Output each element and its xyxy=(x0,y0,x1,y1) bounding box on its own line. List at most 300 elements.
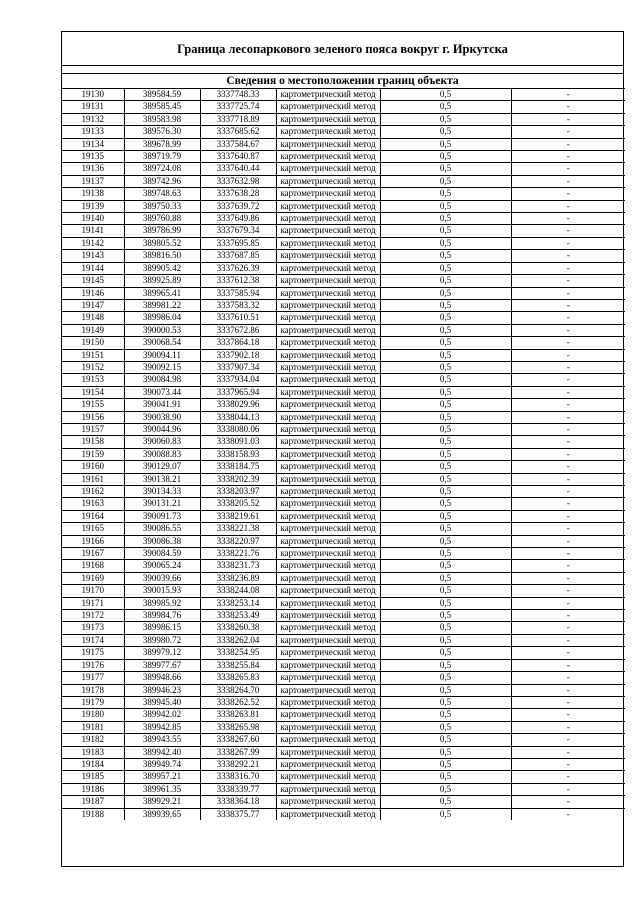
x-coordinate-cell: 389724.08 xyxy=(124,163,200,175)
table-row xyxy=(62,461,625,473)
table-row xyxy=(62,523,625,535)
method-cell: картометрический метод xyxy=(276,101,380,113)
y-coordinate-cell: 3338244.08 xyxy=(200,585,276,597)
y-coordinate-cell: 3338265.98 xyxy=(200,721,276,733)
y-coordinate-cell: 3338267.99 xyxy=(200,746,276,758)
x-coordinate-cell: 389929.21 xyxy=(124,796,200,808)
point-number-cell: 19182 xyxy=(62,734,124,746)
description-cell: - xyxy=(511,151,625,163)
precision-cell: 0,5 xyxy=(380,151,511,163)
table-row xyxy=(62,361,625,373)
y-coordinate-cell: 3337672.86 xyxy=(200,324,276,336)
point-number-cell: 19180 xyxy=(62,709,124,721)
y-coordinate-cell: 3337640.87 xyxy=(200,151,276,163)
table-row xyxy=(62,486,625,498)
y-coordinate-cell: 3337639.72 xyxy=(200,200,276,212)
description-cell: - xyxy=(511,498,625,510)
method-cell: картометрический метод xyxy=(276,213,380,225)
method-cell: картометрический метод xyxy=(276,473,380,485)
point-number-cell: 19176 xyxy=(62,659,124,671)
y-coordinate-cell: 3338029.96 xyxy=(200,399,276,411)
precision-cell: 0,5 xyxy=(380,672,511,684)
precision-cell: 0,5 xyxy=(380,423,511,435)
x-coordinate-cell: 389945.40 xyxy=(124,696,200,708)
table-row xyxy=(62,734,625,746)
y-coordinate-cell: 3337640.44 xyxy=(200,163,276,175)
description-cell: - xyxy=(511,721,625,733)
y-coordinate-cell: 3338254.95 xyxy=(200,647,276,659)
table-row xyxy=(62,622,625,634)
point-number-cell: 19134 xyxy=(62,138,124,150)
method-cell: картометрический метод xyxy=(276,151,380,163)
point-number-cell: 19154 xyxy=(62,386,124,398)
description-cell: - xyxy=(511,634,625,646)
table-row xyxy=(62,548,625,560)
precision-cell: 0,5 xyxy=(380,473,511,485)
point-number-cell: 19140 xyxy=(62,213,124,225)
description-cell: - xyxy=(511,572,625,584)
coordinates-table xyxy=(62,88,625,820)
x-coordinate-cell: 389583.98 xyxy=(124,113,200,125)
point-number-cell: 19183 xyxy=(62,746,124,758)
table-row xyxy=(62,213,625,225)
precision-cell: 0,5 xyxy=(380,585,511,597)
table-row xyxy=(62,758,625,770)
x-coordinate-cell: 389760.88 xyxy=(124,213,200,225)
x-coordinate-cell: 390134.33 xyxy=(124,486,200,498)
method-cell: картометрический метод xyxy=(276,808,380,820)
table-row xyxy=(62,647,625,659)
method-cell: картометрический метод xyxy=(276,647,380,659)
coordinates-table-body xyxy=(62,89,625,821)
description-cell: - xyxy=(511,374,625,386)
point-number-cell: 19157 xyxy=(62,423,124,435)
precision-cell: 0,5 xyxy=(380,89,511,101)
description-cell: - xyxy=(511,672,625,684)
precision-cell: 0,5 xyxy=(380,200,511,212)
y-coordinate-cell: 3337687.85 xyxy=(200,250,276,262)
precision-cell: 0,5 xyxy=(380,758,511,770)
x-coordinate-cell: 390086.38 xyxy=(124,535,200,547)
description-cell: - xyxy=(511,597,625,609)
precision-cell: 0,5 xyxy=(380,634,511,646)
precision-cell: 0,5 xyxy=(380,287,511,299)
x-coordinate-cell: 390091.73 xyxy=(124,510,200,522)
precision-cell: 0,5 xyxy=(380,560,511,572)
description-cell: - xyxy=(511,560,625,572)
y-coordinate-cell: 3338158.93 xyxy=(200,448,276,460)
table-row xyxy=(62,684,625,696)
description-cell: - xyxy=(511,461,625,473)
method-cell: картометрический метод xyxy=(276,734,380,746)
method-cell: картометрический метод xyxy=(276,113,380,125)
y-coordinate-cell: 3338264.70 xyxy=(200,684,276,696)
y-coordinate-cell: 3338263.81 xyxy=(200,709,276,721)
method-cell: картометрический метод xyxy=(276,709,380,721)
table-row xyxy=(62,808,625,820)
y-coordinate-cell: 3338262.04 xyxy=(200,634,276,646)
x-coordinate-cell: 390088.83 xyxy=(124,448,200,460)
table-row xyxy=(62,151,625,163)
method-cell: картометрический метод xyxy=(276,448,380,460)
x-coordinate-cell: 390092.15 xyxy=(124,361,200,373)
method-cell: картометрический метод xyxy=(276,696,380,708)
method-cell: картометрический метод xyxy=(276,138,380,150)
point-number-cell: 19170 xyxy=(62,585,124,597)
precision-cell: 0,5 xyxy=(380,213,511,225)
x-coordinate-cell: 389905.42 xyxy=(124,262,200,274)
point-number-cell: 19153 xyxy=(62,374,124,386)
method-cell: картометрический метод xyxy=(276,746,380,758)
point-number-cell: 19156 xyxy=(62,411,124,423)
table-row xyxy=(62,709,625,721)
point-number-cell: 19145 xyxy=(62,275,124,287)
table-row xyxy=(62,200,625,212)
y-coordinate-cell: 3338267.60 xyxy=(200,734,276,746)
table-row xyxy=(62,337,625,349)
x-coordinate-cell: 389942.85 xyxy=(124,721,200,733)
precision-cell: 0,5 xyxy=(380,498,511,510)
method-cell: картометрический метод xyxy=(276,610,380,622)
x-coordinate-cell: 390086.55 xyxy=(124,523,200,535)
precision-cell: 0,5 xyxy=(380,386,511,398)
y-coordinate-cell: 3338221.76 xyxy=(200,548,276,560)
method-cell: картометрический метод xyxy=(276,163,380,175)
precision-cell: 0,5 xyxy=(380,548,511,560)
method-cell: картометрический метод xyxy=(276,312,380,324)
x-coordinate-cell: 389948.66 xyxy=(124,672,200,684)
precision-cell: 0,5 xyxy=(380,746,511,758)
y-coordinate-cell: 3338265.83 xyxy=(200,672,276,684)
y-coordinate-cell: 3337638.28 xyxy=(200,188,276,200)
method-cell: картометрический метод xyxy=(276,175,380,187)
y-coordinate-cell: 3338262.52 xyxy=(200,696,276,708)
precision-cell: 0,5 xyxy=(380,684,511,696)
table-row xyxy=(62,349,625,361)
point-number-cell: 19185 xyxy=(62,771,124,783)
point-number-cell: 19168 xyxy=(62,560,124,572)
point-number-cell: 19165 xyxy=(62,523,124,535)
precision-cell: 0,5 xyxy=(380,262,511,274)
table-row xyxy=(62,399,625,411)
table-row xyxy=(62,411,625,423)
x-coordinate-cell: 389748.63 xyxy=(124,188,200,200)
x-coordinate-cell: 390138.21 xyxy=(124,473,200,485)
precision-cell: 0,5 xyxy=(380,175,511,187)
method-cell: картометрический метод xyxy=(276,89,380,101)
method-cell: картометрический метод xyxy=(276,510,380,522)
method-cell: картометрический метод xyxy=(276,188,380,200)
point-number-cell: 19167 xyxy=(62,548,124,560)
precision-cell: 0,5 xyxy=(380,101,511,113)
x-coordinate-cell: 389985.92 xyxy=(124,597,200,609)
point-number-cell: 19179 xyxy=(62,696,124,708)
table-row xyxy=(62,560,625,572)
table-row xyxy=(62,101,625,113)
section-subtitle: Сведения о местоположении границ объекта xyxy=(226,75,459,87)
y-coordinate-cell: 3337679.34 xyxy=(200,225,276,237)
x-coordinate-cell: 389942.40 xyxy=(124,746,200,758)
precision-cell: 0,5 xyxy=(380,771,511,783)
table-row xyxy=(62,572,625,584)
table-row xyxy=(62,287,625,299)
point-number-cell: 19160 xyxy=(62,461,124,473)
table-row xyxy=(62,597,625,609)
x-coordinate-cell: 390084.98 xyxy=(124,374,200,386)
point-number-cell: 19158 xyxy=(62,436,124,448)
table-row xyxy=(62,113,625,125)
table-row xyxy=(62,473,625,485)
description-cell: - xyxy=(511,510,625,522)
y-coordinate-cell: 3338292.21 xyxy=(200,758,276,770)
table-row xyxy=(62,796,625,808)
description-cell: - xyxy=(511,126,625,138)
description-cell: - xyxy=(511,113,625,125)
table-row xyxy=(62,324,625,336)
y-coordinate-cell: 3338253.14 xyxy=(200,597,276,609)
description-cell: - xyxy=(511,659,625,671)
description-cell: - xyxy=(511,771,625,783)
x-coordinate-cell: 389946.23 xyxy=(124,684,200,696)
point-number-cell: 19177 xyxy=(62,672,124,684)
table-row xyxy=(62,262,625,274)
point-number-cell: 19139 xyxy=(62,200,124,212)
x-coordinate-cell: 390044.96 xyxy=(124,423,200,435)
table-row xyxy=(62,672,625,684)
point-number-cell: 19186 xyxy=(62,783,124,795)
precision-cell: 0,5 xyxy=(380,126,511,138)
y-coordinate-cell: 3337685.62 xyxy=(200,126,276,138)
description-cell: - xyxy=(511,225,625,237)
description-cell: - xyxy=(511,237,625,249)
table-row xyxy=(62,89,625,101)
table-row xyxy=(62,535,625,547)
precision-cell: 0,5 xyxy=(380,647,511,659)
description-cell: - xyxy=(511,163,625,175)
x-coordinate-cell: 389986.04 xyxy=(124,312,200,324)
description-cell: - xyxy=(511,746,625,758)
table-row xyxy=(62,250,625,262)
precision-cell: 0,5 xyxy=(380,461,511,473)
point-number-cell: 19155 xyxy=(62,399,124,411)
x-coordinate-cell: 390094.11 xyxy=(124,349,200,361)
method-cell: картометрический метод xyxy=(276,237,380,249)
document-frame xyxy=(61,31,624,867)
precision-cell: 0,5 xyxy=(380,275,511,287)
y-coordinate-cell: 3338219.61 xyxy=(200,510,276,522)
description-cell: - xyxy=(511,138,625,150)
description-cell: - xyxy=(511,101,625,113)
x-coordinate-cell: 389805.52 xyxy=(124,237,200,249)
precision-cell: 0,5 xyxy=(380,250,511,262)
precision-cell: 0,5 xyxy=(380,610,511,622)
y-coordinate-cell: 3337632.98 xyxy=(200,175,276,187)
method-cell: картометрический метод xyxy=(276,349,380,361)
method-cell: картометрический метод xyxy=(276,684,380,696)
point-number-cell: 19188 xyxy=(62,808,124,820)
description-cell: - xyxy=(511,758,625,770)
y-coordinate-cell: 3338202.39 xyxy=(200,473,276,485)
y-coordinate-cell: 3337583.32 xyxy=(200,299,276,311)
method-cell: картометрический метод xyxy=(276,535,380,547)
method-cell: картометрический метод xyxy=(276,796,380,808)
x-coordinate-cell: 389977.67 xyxy=(124,659,200,671)
x-coordinate-cell: 390060.83 xyxy=(124,436,200,448)
point-number-cell: 19142 xyxy=(62,237,124,249)
method-cell: картометрический метод xyxy=(276,436,380,448)
description-cell: - xyxy=(511,783,625,795)
y-coordinate-cell: 3338375.77 xyxy=(200,808,276,820)
precision-cell: 0,5 xyxy=(380,113,511,125)
x-coordinate-cell: 389585.45 xyxy=(124,101,200,113)
point-number-cell: 19137 xyxy=(62,175,124,187)
description-cell: - xyxy=(511,188,625,200)
y-coordinate-cell: 3338184.75 xyxy=(200,461,276,473)
description-cell: - xyxy=(511,399,625,411)
x-coordinate-cell: 390000.53 xyxy=(124,324,200,336)
description-cell: - xyxy=(511,585,625,597)
point-number-cell: 19161 xyxy=(62,473,124,485)
point-number-cell: 19184 xyxy=(62,758,124,770)
y-coordinate-cell: 3338044.13 xyxy=(200,411,276,423)
y-coordinate-cell: 3337864.18 xyxy=(200,337,276,349)
method-cell: картометрический метод xyxy=(276,287,380,299)
table-row xyxy=(62,498,625,510)
point-number-cell: 19173 xyxy=(62,622,124,634)
precision-cell: 0,5 xyxy=(380,535,511,547)
precision-cell: 0,5 xyxy=(380,374,511,386)
method-cell: картометрический метод xyxy=(276,560,380,572)
point-number-cell: 19171 xyxy=(62,597,124,609)
point-number-cell: 19151 xyxy=(62,349,124,361)
description-cell: - xyxy=(511,361,625,373)
point-number-cell: 19133 xyxy=(62,126,124,138)
x-coordinate-cell: 389786.99 xyxy=(124,225,200,237)
precision-cell: 0,5 xyxy=(380,659,511,671)
y-coordinate-cell: 3338231.73 xyxy=(200,560,276,572)
method-cell: картометрический метод xyxy=(276,572,380,584)
method-cell: картометрический метод xyxy=(276,548,380,560)
precision-cell: 0,5 xyxy=(380,411,511,423)
y-coordinate-cell: 3337649.86 xyxy=(200,213,276,225)
y-coordinate-cell: 3338339.77 xyxy=(200,783,276,795)
method-cell: картометрический метод xyxy=(276,275,380,287)
point-number-cell: 19144 xyxy=(62,262,124,274)
point-number-cell: 19131 xyxy=(62,101,124,113)
point-number-cell: 19166 xyxy=(62,535,124,547)
table-row xyxy=(62,721,625,733)
table-row xyxy=(62,275,625,287)
method-cell: картометрический метод xyxy=(276,386,380,398)
precision-cell: 0,5 xyxy=(380,337,511,349)
y-coordinate-cell: 3338091.03 xyxy=(200,436,276,448)
method-cell: картометрический метод xyxy=(276,771,380,783)
y-coordinate-cell: 3337902.18 xyxy=(200,349,276,361)
description-cell: - xyxy=(511,287,625,299)
y-coordinate-cell: 3337934.04 xyxy=(200,374,276,386)
precision-cell: 0,5 xyxy=(380,324,511,336)
method-cell: картометрический метод xyxy=(276,225,380,237)
precision-cell: 0,5 xyxy=(380,361,511,373)
point-number-cell: 19148 xyxy=(62,312,124,324)
y-coordinate-cell: 3337718.89 xyxy=(200,113,276,125)
table-row xyxy=(62,225,625,237)
point-number-cell: 19150 xyxy=(62,337,124,349)
y-coordinate-cell: 3338260.38 xyxy=(200,622,276,634)
method-cell: картометрический метод xyxy=(276,758,380,770)
y-coordinate-cell: 3337626.39 xyxy=(200,262,276,274)
x-coordinate-cell: 389584.59 xyxy=(124,89,200,101)
description-cell: - xyxy=(511,796,625,808)
method-cell: картометрический метод xyxy=(276,374,380,386)
x-coordinate-cell: 389986.15 xyxy=(124,622,200,634)
description-cell: - xyxy=(511,262,625,274)
method-cell: картометрический метод xyxy=(276,299,380,311)
description-cell: - xyxy=(511,213,625,225)
point-number-cell: 19169 xyxy=(62,572,124,584)
method-cell: картометрический метод xyxy=(276,200,380,212)
description-cell: - xyxy=(511,647,625,659)
point-number-cell: 19172 xyxy=(62,610,124,622)
precision-cell: 0,5 xyxy=(380,486,511,498)
table-row xyxy=(62,510,625,522)
point-number-cell: 19181 xyxy=(62,721,124,733)
point-number-cell: 19138 xyxy=(62,188,124,200)
table-row xyxy=(62,138,625,150)
table-row xyxy=(62,448,625,460)
x-coordinate-cell: 389980.72 xyxy=(124,634,200,646)
method-cell: картометрический метод xyxy=(276,486,380,498)
y-coordinate-cell: 3337725.74 xyxy=(200,101,276,113)
precision-cell: 0,5 xyxy=(380,523,511,535)
table-row xyxy=(62,126,625,138)
table-row xyxy=(62,659,625,671)
precision-cell: 0,5 xyxy=(380,448,511,460)
x-coordinate-cell: 389957.21 xyxy=(124,771,200,783)
point-number-cell: 19130 xyxy=(62,89,124,101)
description-cell: - xyxy=(511,324,625,336)
description-cell: - xyxy=(511,250,625,262)
description-cell: - xyxy=(511,622,625,634)
table-row xyxy=(62,610,625,622)
precision-cell: 0,5 xyxy=(380,163,511,175)
description-cell: - xyxy=(511,349,625,361)
y-coordinate-cell: 3338255.84 xyxy=(200,659,276,671)
description-cell: - xyxy=(511,411,625,423)
x-coordinate-cell: 390131.21 xyxy=(124,498,200,510)
description-cell: - xyxy=(511,696,625,708)
precision-cell: 0,5 xyxy=(380,622,511,634)
method-cell: картометрический метод xyxy=(276,659,380,671)
precision-cell: 0,5 xyxy=(380,510,511,522)
x-coordinate-cell: 389742.96 xyxy=(124,175,200,187)
method-cell: картометрический метод xyxy=(276,622,380,634)
description-cell: - xyxy=(511,448,625,460)
x-coordinate-cell: 389965.41 xyxy=(124,287,200,299)
document-title: Граница лесопаркового зеленого пояса вокруг г. Иркутска xyxy=(62,32,623,66)
y-coordinate-cell: 3338221.38 xyxy=(200,523,276,535)
x-coordinate-cell: 390084.59 xyxy=(124,548,200,560)
table-row xyxy=(62,374,625,386)
point-number-cell: 19135 xyxy=(62,151,124,163)
table-row xyxy=(62,188,625,200)
precision-cell: 0,5 xyxy=(380,597,511,609)
description-cell: - xyxy=(511,684,625,696)
x-coordinate-cell: 389816.50 xyxy=(124,250,200,262)
method-cell: картометрический метод xyxy=(276,324,380,336)
method-cell: картометрический метод xyxy=(276,337,380,349)
x-coordinate-cell: 390041.91 xyxy=(124,399,200,411)
